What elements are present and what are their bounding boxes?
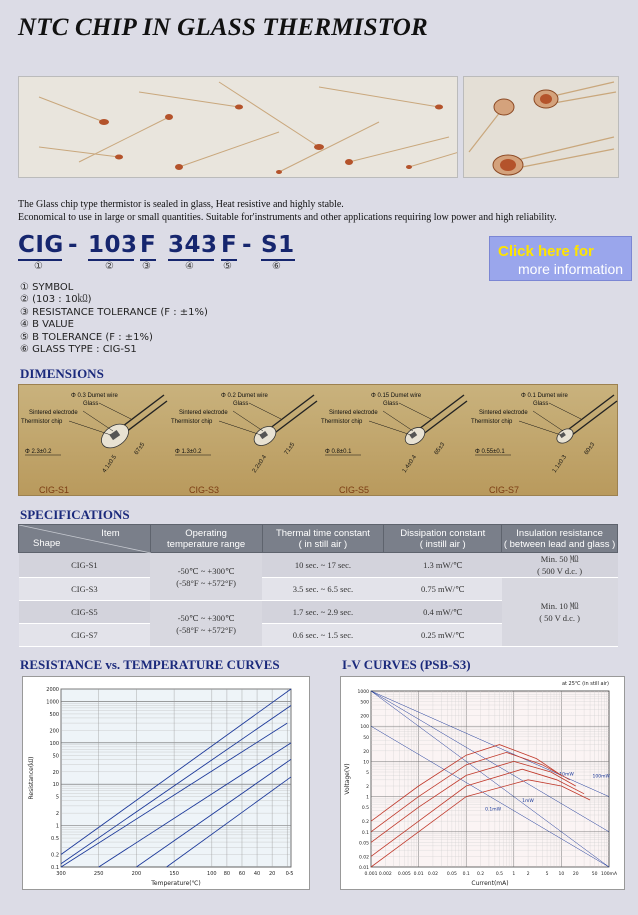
- y-axis-label: Resistance(㏀): [28, 756, 35, 800]
- leader-line: [249, 403, 281, 419]
- y-tick-label: 0.05: [358, 841, 369, 847]
- cell-dissipation: 0.4 mW/℃: [384, 601, 502, 624]
- leader-line: [399, 403, 431, 419]
- lead-wire: [269, 395, 314, 429]
- x-tick-label: 200: [131, 871, 142, 877]
- y-tick-label: 0.5: [361, 806, 369, 812]
- y-tick-label: 2000: [46, 687, 59, 693]
- x-tick-label: 250: [93, 871, 104, 877]
- code-dash: -: [242, 232, 253, 258]
- code-number: ⑤: [223, 261, 232, 272]
- x-tick-label: 0.02: [427, 872, 438, 877]
- code-glass-type: S1: [261, 232, 295, 258]
- cell-insulation: [502, 553, 618, 578]
- table-row: [19, 578, 618, 601]
- dimensions-panel: [18, 384, 618, 496]
- label-diameter: Φ 0.8±0.1: [325, 449, 352, 455]
- leader-line: [83, 411, 113, 431]
- x-tick-label: 0.001: [364, 872, 378, 877]
- y-tick-label: 20: [52, 769, 59, 776]
- y-axis-label: Voltage(V): [344, 763, 351, 795]
- rt-chart: [22, 676, 310, 890]
- specifications-table-wrap: [18, 524, 618, 649]
- label-length-2: 67±5: [133, 441, 147, 457]
- header-text: Dissipation constant: [400, 527, 486, 539]
- y-tick-label: 0.2: [51, 852, 59, 859]
- label-length-2: 71±5: [283, 441, 297, 457]
- x-tick-label: 100mA: [600, 872, 618, 877]
- header-item-shape: [19, 525, 151, 553]
- y-tick-label: 1000: [357, 690, 369, 695]
- cell-dissipation: 0.75 mW/℃: [384, 578, 502, 601]
- type-name: CIG-S7: [489, 485, 520, 495]
- more-info-line-1: Click here for: [498, 243, 594, 260]
- cell-thermal-time: 1.7 sec. ~ 2.9 sec.: [262, 601, 384, 624]
- y-tick-label: 10: [52, 782, 59, 789]
- x-tick-label: 150: [169, 871, 179, 877]
- label-wire: Φ 0.15 Dumet wire: [371, 393, 422, 399]
- y-tick-label: 100: [360, 725, 369, 731]
- x-tick-label: 80: [223, 871, 231, 877]
- y-tick-label: 1000: [46, 699, 59, 706]
- y-tick-label: 1: [55, 823, 59, 830]
- power-label: 10mW: [559, 772, 574, 778]
- label-length-1: 1.4±0.4: [401, 454, 419, 475]
- header-thermal-time: [262, 525, 384, 553]
- legend-item: ⑤ B TOLERANCE (F : ±1%): [20, 331, 153, 343]
- header-text: temperature range: [167, 538, 246, 550]
- specifications-table: [18, 524, 618, 647]
- x-tick-label: 0.01: [413, 872, 424, 877]
- label-chip: Thermistor chip: [471, 419, 513, 425]
- intro-line-1: The Glass chip type thermistor is sealed in glass, Heat resistive and highly stable.: [18, 199, 344, 210]
- label-chip: Thermistor chip: [321, 419, 363, 425]
- y-tick-label: 20: [363, 749, 369, 755]
- x-axis-label: Temperature(℃): [151, 880, 201, 887]
- specifications-heading: SPECIFICATIONS: [20, 507, 130, 522]
- code-b-value: 343: [168, 232, 218, 258]
- label-chip: Thermistor chip: [171, 419, 213, 425]
- code-number: ④: [185, 261, 194, 272]
- y-tick-label: 200: [49, 728, 59, 735]
- legend-item: ① SYMBOL: [20, 282, 74, 293]
- y-tick-label: 0.2: [361, 820, 369, 826]
- cell-text: (-58°F ~ +572°F): [176, 577, 236, 588]
- x-tick-label: 20: [572, 872, 579, 877]
- leader-line: [549, 403, 581, 419]
- cell-dissipation: 1.3 mW/℃: [384, 553, 502, 578]
- x-tick-label: 10: [558, 872, 565, 877]
- y-tick-label: 5: [366, 770, 369, 776]
- header-item: Item: [101, 528, 120, 539]
- y-tick-label: 0.5: [51, 836, 59, 843]
- x-tick-label: 0.002: [378, 872, 392, 877]
- cell-text: ( 50 V d.c. ): [539, 613, 580, 623]
- x-axis-label: Current(mA): [471, 880, 509, 887]
- header-text: Thermal time constant: [275, 527, 370, 539]
- x-tick-label: 300: [56, 871, 66, 877]
- leader-line: [533, 411, 563, 431]
- page-title: NTC CHIP IN GLASS THERMISTOR: [18, 14, 428, 41]
- table-row: [19, 553, 618, 578]
- type-name: CIG-S1: [39, 485, 70, 495]
- y-tick-label: 0.1: [51, 865, 59, 871]
- leader-line: [383, 411, 413, 431]
- code-b-tolerance: F: [221, 232, 238, 258]
- y-tick-label: 0.1: [361, 830, 369, 836]
- header-text: ( instill air ): [419, 538, 466, 550]
- code-legend: [20, 282, 208, 356]
- cell-text: ( 500 V d.c. ): [537, 566, 583, 576]
- cell-thermal-time: 0.6 sec. ~ 1.5 sec.: [262, 624, 384, 647]
- code-number: ③: [142, 261, 151, 272]
- y-tick-label: 5: [55, 794, 59, 801]
- iv-chart: [340, 676, 625, 890]
- cell-shape: CIG-S7: [19, 624, 151, 647]
- code-number: ①: [34, 261, 43, 272]
- thermistor-closeup-illustration: [464, 77, 619, 178]
- x-tick-label: 100: [207, 871, 217, 877]
- label-glass: Glass: [233, 401, 249, 407]
- leader-line: [219, 421, 261, 435]
- dimension-drawing-cig-s5: [321, 393, 467, 495]
- leader-line: [233, 411, 263, 431]
- x-tick-label: 20: [268, 871, 276, 877]
- y-tick-label: 2: [55, 811, 59, 818]
- product-photo-main: [18, 76, 458, 178]
- x-tick-label: 5: [545, 872, 549, 877]
- label-electrode: Sintered electrode: [29, 410, 78, 416]
- y-tick-label: 50: [363, 735, 369, 741]
- cell-shape: CIG-S1: [19, 553, 151, 578]
- x-tick-label: 60: [238, 871, 246, 877]
- power-label: 1mW: [522, 799, 534, 805]
- dimensions-drawings: [19, 385, 619, 497]
- thermistor-photo-illustration: [19, 77, 458, 178]
- y-tick-label: 50: [52, 753, 59, 760]
- label-electrode: Sintered electrode: [329, 410, 378, 416]
- legend-item: ② (103 : 10㏀): [20, 294, 92, 306]
- rt-chart-svg: [23, 677, 311, 891]
- y-tick-label: 10: [363, 760, 369, 766]
- iv-chart-svg: [341, 677, 626, 891]
- code-number: ⑥: [272, 261, 281, 272]
- header-text: Operating: [185, 527, 227, 539]
- part-code: [18, 232, 308, 276]
- header-text: ( between lead and glass ): [503, 538, 616, 550]
- cell-text: (-58°F ~ +572°F): [176, 624, 236, 635]
- cell-insulation: [502, 578, 618, 647]
- x-tick-label: 2: [526, 872, 530, 877]
- label-diameter: Φ 0.55±0.1: [475, 449, 505, 455]
- lead-wire: [119, 395, 164, 429]
- header-text: Insulation resistance: [516, 527, 603, 539]
- x-tick-label: 40: [253, 871, 261, 877]
- legend-item: ③ RESISTANCE TOLERANCE (F : ±1%): [20, 306, 208, 318]
- cell-operating-range: [150, 553, 262, 601]
- type-name: CIG-S5: [339, 485, 370, 495]
- cell-text: Min. 50 ㏁: [540, 554, 579, 564]
- x-tick-label: 0: [285, 871, 289, 877]
- cell-thermal-time: 3.5 sec. ~ 6.5 sec.: [262, 578, 384, 601]
- header-dissipation: [384, 525, 502, 553]
- header-operating-temp: [150, 525, 262, 553]
- leader-line: [99, 403, 131, 419]
- x-tick-label: -5: [288, 871, 294, 877]
- header-text: ( in still air ): [298, 538, 348, 550]
- label-glass: Glass: [533, 401, 549, 407]
- dimension-drawing-cig-s1: [21, 393, 167, 495]
- cell-text: Min. 10 ㏁: [540, 601, 579, 611]
- cell-thermal-time: 10 sec. ~ 17 sec.: [262, 553, 384, 578]
- leader-line: [69, 421, 111, 435]
- more-info-line-2: more information: [518, 261, 624, 277]
- code-number: ②: [105, 261, 114, 272]
- legend-item: ⑥ GLASS TYPE : CIG-S1: [20, 344, 137, 356]
- label-wire: Φ 0.3 Dumet wire: [71, 393, 118, 399]
- label-electrode: Sintered electrode: [479, 410, 528, 416]
- label-chip: Thermistor chip: [21, 419, 63, 425]
- y-tick-label: 500: [360, 700, 369, 706]
- label-length-2: 65±3: [433, 441, 447, 457]
- cell-operating-range: [150, 601, 262, 647]
- dimension-drawing-cig-s7: [471, 393, 617, 495]
- x-tick-label: 0.005: [397, 872, 411, 877]
- label-diameter: Φ 1.3±0.2: [175, 449, 202, 455]
- y-tick-label: 2: [366, 785, 369, 791]
- x-tick-label: 50: [591, 872, 598, 877]
- code-resistance: 103: [88, 232, 138, 258]
- dimension-drawing-cig-s3: [171, 393, 317, 495]
- code-dash: -: [68, 232, 79, 258]
- lead-wire: [419, 395, 464, 429]
- y-tick-label: 500: [49, 711, 59, 718]
- glass-bead: [554, 426, 576, 446]
- x-tick-label: 1: [512, 872, 516, 877]
- legend-item: ④ B VALUE: [20, 319, 74, 331]
- lead-wire: [569, 395, 614, 429]
- cell-shape: CIG-S3: [19, 578, 151, 601]
- label-length-1: 2.2±0.4: [251, 454, 269, 475]
- cell-text: -50℃ ~ +300℃: [177, 612, 235, 623]
- x-tick-label: 0.1: [462, 872, 470, 877]
- code-res-tolerance: F: [140, 232, 157, 258]
- x-tick-label: 0.2: [476, 872, 485, 877]
- power-label: 100mW: [592, 774, 610, 780]
- rt-curves-heading: RESISTANCE vs. TEMPERATURE CURVES: [20, 657, 280, 672]
- label-glass: Glass: [83, 401, 99, 407]
- power-label: 0.1mW: [485, 807, 502, 813]
- chart-subtitle: at 25℃ (in still air): [561, 681, 609, 687]
- label-diameter: Φ 2.3±0.2: [25, 449, 52, 455]
- code-symbol: CIG: [18, 232, 64, 258]
- y-tick-label: 100: [49, 740, 59, 747]
- cell-shape: CIG-S5: [19, 601, 151, 624]
- y-tick-label: 200: [360, 714, 369, 720]
- label-length-2: 60±3: [583, 441, 597, 457]
- label-glass: Glass: [383, 401, 399, 407]
- label-wire: Φ 0.1 Dumet wire: [521, 393, 568, 399]
- x-tick-label: 0.05: [446, 872, 457, 877]
- header-shape: Shape: [33, 538, 61, 549]
- type-name: CIG-S3: [189, 485, 220, 495]
- iv-curves-heading: I-V CURVES (PSB-S3): [342, 657, 471, 672]
- label-wire: Φ 0.2 Dumet wire: [221, 393, 268, 399]
- dimensions-heading: DIMENSIONS: [20, 366, 104, 381]
- y-tick-label: 0.02: [358, 855, 369, 861]
- product-photo-closeup: [463, 76, 619, 178]
- cell-dissipation: 0.25 mW/℃: [384, 624, 502, 647]
- intro-line-2: Economical to use in large or small quantities. Suitable for'instruments and other applications requiring low power and high reliability.: [18, 212, 557, 223]
- x-tick-label: 0.5: [495, 872, 504, 877]
- y-tick-label: 0.01: [358, 866, 369, 871]
- leader-line: [519, 421, 561, 435]
- label-length-1: 4.1±0.5: [101, 454, 119, 475]
- header-insulation: [502, 525, 618, 553]
- leader-line: [369, 421, 411, 435]
- more-information-button[interactable]: [489, 236, 632, 281]
- label-length-1: 1.1±0.3: [551, 454, 569, 475]
- y-tick-label: 1: [366, 795, 369, 801]
- cell-text: -50℃ ~ +300℃: [177, 565, 235, 576]
- label-electrode: Sintered electrode: [179, 410, 228, 416]
